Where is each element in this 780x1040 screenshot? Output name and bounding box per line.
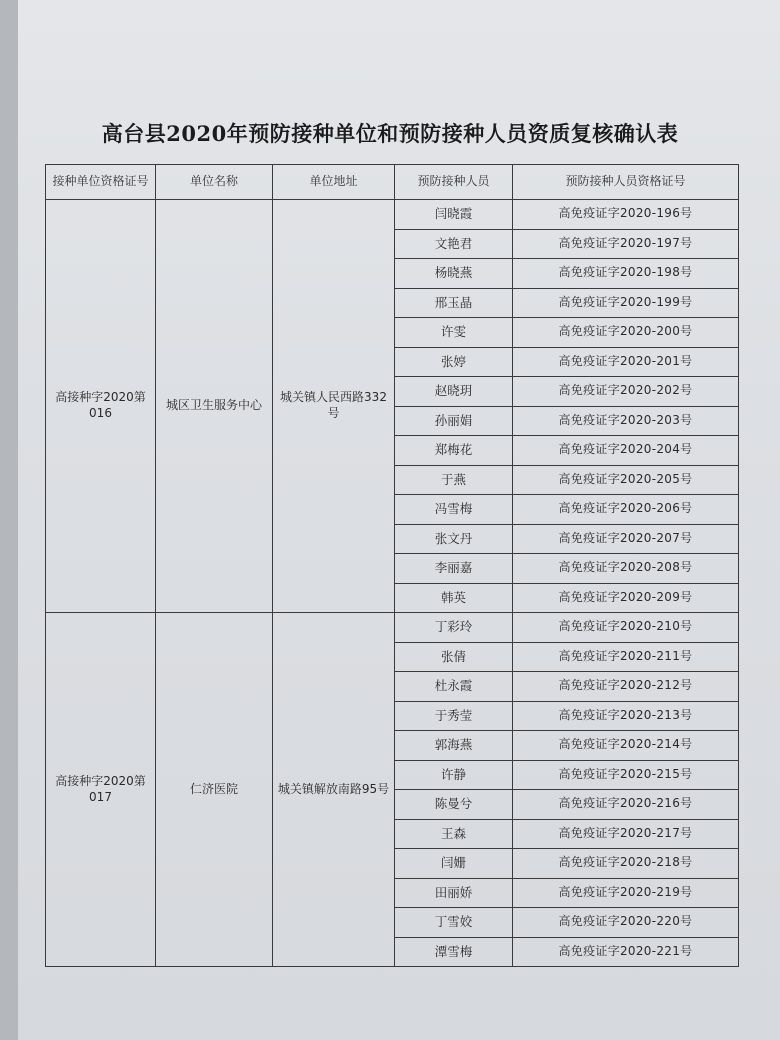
staff-name-cell: 韩英 [395,583,513,613]
unit-address-cell: 城关镇人民西路332号 [273,200,395,613]
staff-name-cell: 张倩 [395,642,513,672]
staff-name-cell: 于燕 [395,465,513,495]
header-staff-cert: 预防接种人员资格证号 [513,165,739,200]
unit-name-cell: 仁济医院 [156,613,273,967]
staff-cert-cell: 高免疫证字2020-219号 [513,878,739,908]
table-row [46,613,739,643]
staff-cert-cell: 高免疫证字2020-206号 [513,495,739,525]
staff-cert-cell: 高免疫证字2020-199号 [513,288,739,318]
staff-cert-cell: 高免疫证字2020-208号 [513,554,739,584]
staff-cert-cell: 高免疫证字2020-198号 [513,259,739,289]
staff-name-cell: 丁雪姣 [395,908,513,938]
staff-cert-cell: 高免疫证字2020-216号 [513,790,739,820]
staff-name-cell: 孙丽娟 [395,406,513,436]
staff-name-cell: 郭海燕 [395,731,513,761]
staff-cert-cell: 高免疫证字2020-217号 [513,819,739,849]
staff-cert-cell: 高免疫证字2020-211号 [513,642,739,672]
header-staff-name: 预防接种人员 [395,165,513,200]
staff-name-cell: 潭雪梅 [395,937,513,967]
staff-name-cell: 于秀莹 [395,701,513,731]
staff-cert-cell: 高免疫证字2020-204号 [513,436,739,466]
staff-name-cell: 邢玉晶 [395,288,513,318]
header-unit-address: 单位地址 [273,165,395,200]
unit-cert-cell: 高接种字2020第016 [46,200,156,613]
staff-cert-cell: 高免疫证字2020-218号 [513,849,739,879]
staff-cert-cell: 高免疫证字2020-207号 [513,524,739,554]
staff-name-cell: 杜永霞 [395,672,513,702]
staff-name-cell: 王森 [395,819,513,849]
staff-name-cell: 郑梅花 [395,436,513,466]
staff-cert-cell: 高免疫证字2020-212号 [513,672,739,702]
staff-cert-cell: 高免疫证字2020-202号 [513,377,739,407]
staff-name-cell: 赵晓玥 [395,377,513,407]
header-unit-cert: 接种单位资格证号 [46,165,156,200]
staff-cert-cell: 高免疫证字2020-220号 [513,908,739,938]
staff-name-cell: 冯雪梅 [395,495,513,525]
staff-cert-cell: 高免疫证字2020-221号 [513,937,739,967]
staff-name-cell: 陈曼兮 [395,790,513,820]
staff-cert-cell: 高免疫证字2020-197号 [513,229,739,259]
staff-cert-cell: 高免疫证字2020-205号 [513,465,739,495]
document-title: 高台县2020年预防接种单位和预防接种人员资质复核确认表 [101,121,679,146]
staff-cert-cell: 高免疫证字2020-196号 [513,200,739,230]
staff-name-cell: 李丽嘉 [395,554,513,584]
table-row [46,200,739,230]
staff-name-cell: 闫姗 [395,849,513,879]
staff-name-cell: 张婷 [395,347,513,377]
staff-cert-cell: 高免疫证字2020-209号 [513,583,739,613]
staff-cert-cell: 高免疫证字2020-203号 [513,406,739,436]
unit-address-cell: 城关镇解放南路95号 [273,613,395,967]
staff-name-cell: 丁彩玲 [395,613,513,643]
unit-name-cell: 城区卫生服务中心 [156,200,273,613]
staff-name-cell: 许静 [395,760,513,790]
table-header-row [46,165,739,200]
unit-cert-cell: 高接种字2020第017 [46,613,156,967]
staff-name-cell: 闫晓霞 [395,200,513,230]
staff-cert-cell: 高免疫证字2020-200号 [513,318,739,348]
staff-name-cell: 田丽娇 [395,878,513,908]
table-body [46,200,739,967]
staff-cert-cell: 高免疫证字2020-201号 [513,347,739,377]
staff-cert-cell: 高免疫证字2020-213号 [513,701,739,731]
staff-name-cell: 许雯 [395,318,513,348]
staff-name-cell: 张文丹 [395,524,513,554]
header-unit-name: 单位名称 [156,165,273,200]
staff-cert-cell: 高免疫证字2020-210号 [513,613,739,643]
paper-edge-shadow [0,0,18,1040]
staff-name-cell: 杨晓燕 [395,259,513,289]
qualification-table [45,164,739,967]
staff-cert-cell: 高免疫证字2020-214号 [513,731,739,761]
staff-cert-cell: 高免疫证字2020-215号 [513,760,739,790]
staff-name-cell: 文艳君 [395,229,513,259]
